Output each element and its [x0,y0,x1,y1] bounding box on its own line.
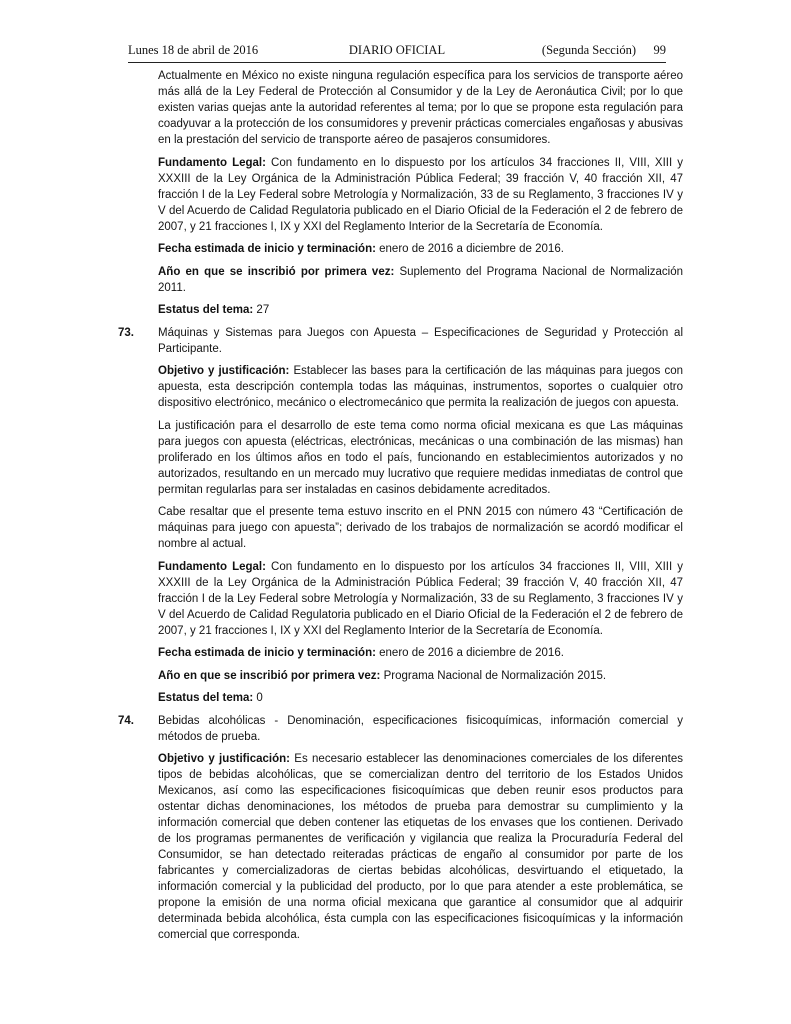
label-fundamento-legal: Fundamento Legal: [158,156,266,169]
label-fecha: Fecha estimada de inicio y terminación: [158,647,376,659]
item-number: 74. [118,714,134,727]
header-page-number: 99 [653,43,666,57]
paragraph-fecha [158,645,683,661]
paragraph-objetivo [158,363,683,411]
list-item-73 [118,325,683,357]
header-section: (Segunda Sección) [541,43,636,57]
label-objetivo: Objetivo y justificación: [158,365,290,377]
label-objetivo: Objetivo y justificación: [158,753,290,765]
text-fundamento-legal: Con fundamento en lo dispuesto por los artículos 34 fracciones II, VIII, XIII y XXXIII de la Ley Orgánica de la Administración Pública Federal; 39 fracción V, 40 fracción XII, 47 fracción I de la Ley Federal sobre Metrología y Normalización, 33 de su Reglamento, 3 fracciones IV y V del Acuerdo de Calidad Regulatoria publicado en el Diario Oficial de la Federación el 2 de febrero de 2007, y 21 fracciones I, IX y XXI del Reglamento Interior de la Secretaría de Economía. [158,156,683,233]
text-estatus: 0 [253,692,263,704]
paragraph-fundamento-legal [158,155,683,235]
paragraph-objetivo [158,751,683,943]
text-objetivo: Es necesario establecer las denominaciones comerciales de los diferentes tipos de bebidas alcohólicas, que se comercializan dentro del territorio de los Estados Unidos Mexicanos, así como las especificaciones fisicoquímicas que deben reunir esos productos para ostentar dichas denominaciones, los métodos de prueba para demostrar su cumplimiento y la información comercial que deben contener las etiquetas de los envases que los contienen. Derivado de los programas permanentes de verificación y vigilancia que realiza la Procuraduría Federal del Consumidor, se han detectado reiteradas prácticas de engaño al consumidor por parte de los fabricantes y comercializadoras de ciertas bebidas alcohólicas, desvirtuando el etiquetado, la información comercial y la publicidad del producto, por lo que para atender a este problemática, se propone la emisión de una norma oficial mexicana que garantice al consumidor que al adquirir determinada bebida alcohólica, ésta cumpla con las especificaciones fisicoquímicas y la información comercial que corresponda. [158,753,683,941]
text-fundamento-legal: Con fundamento en lo dispuesto por los artículos 34 fracciones II, VIII, XIII y XXXIII de la Ley Orgánica de la Administración Pública Federal; 39 fracción V, 40 fracción XII, 47 fracción I de la Ley Federal sobre Metrología y Normalización, 33 de su Reglamento, 3 fracciones IV y V del Acuerdo de Calidad Regulatoria publicado en el Diario Oficial de la Federación el 2 de febrero de 2007, y 21 fracciones I, IX y XXI del Reglamento Interior de la Secretaría de Economía. [158,560,683,637]
header-title: DIARIO OFICIAL [348,43,446,57]
label-anio: Año en que se inscribió por primera vez: [158,265,395,278]
paragraph-estatus [158,302,683,318]
paragraph-fundamento-legal [158,559,683,639]
item-title: Bebidas alcohólicas - Denominación, especificaciones fisicoquímicas, información comercial y métodos de prueba. [158,714,683,743]
label-estatus: Estatus del tema: [158,692,254,704]
page-header [128,43,666,61]
paragraph-anio [158,264,683,296]
item-title: Máquinas y Sistemas para Juegos con Apuesta – Especificaciones de Seguridad y Protección al Participante. [158,326,683,355]
document-body [118,68,683,950]
text-fecha: enero de 2016 a diciembre de 2016. [375,243,564,255]
paragraph-estatus [158,690,683,706]
text-fecha: enero de 2016 a diciembre de 2016. [375,647,564,659]
header-rule [128,62,666,63]
text-objetivo: Establecer las bases para la certificación de las máquinas para juegos con apuesta, esta descripción contempla todas las máquinas, instrumentos, soportes o cualquier otro dispositivo electrónico, mecánico o electromecánico que permita la realización de juegos con apuesta. [158,365,683,409]
list-item-74 [118,713,683,745]
text-anio: Programa Nacional de Normalización 2015. [380,669,607,682]
paragraph-cabe-resaltar: Cabe resaltar que el presente tema estuvo inscrito en el PNN 2015 con número 43 “Certificación de máquinas para juego con apuesta”; derivado de los trabajos de normalización se acordó modificar el nombre al actual. [158,506,683,550]
label-fundamento-legal: Fundamento Legal: [158,560,266,573]
paragraph-anio [158,668,683,684]
item-number: 73. [118,326,134,339]
header-date: Lunes 18 de abril de 2016 [128,43,259,57]
label-anio: Año en que se inscribió por primera vez: [158,669,381,682]
label-fecha: Fecha estimada de inicio y terminación: [158,243,376,255]
paragraph-justificacion: La justificación para el desarrollo de este tema como norma oficial mexicana es que Las máquinas para juegos con apuesta (eléctricas, electrónicas, mecánicas o una combinación de las mismas) han proliferado en los últimos años en todo el país, funcionando en establecimientos autorizados y no autorizados, resultando en un mercado muy lucrativo que requiere medidas inmediatas de control que permitan regularlas para ser instaladas en casinos debidamente acreditados. [158,419,683,496]
label-estatus: Estatus del tema: [158,304,254,316]
text-anio: Suplemento del Programa Nacional de Normalización 2011. [158,265,683,294]
paragraph-fecha [158,241,683,257]
text-estatus: 27 [253,304,270,316]
paragraph-context: Actualmente en México no existe ninguna regulación específica para los servicios de transporte aéreo más allá de la Ley Federal de Protección al Consumidor y de la Ley de Aeronáutica Civil; por lo que existen varias quejas ante la autoridad referentes al tema; por lo que se propone esta regulación para coadyuvar a la protección de los consumidores y prevenir prácticas comerciales engañosas y abusivas en la prestación del servicio de transporte aéreo de pasajeros consumidores. [158,70,683,146]
